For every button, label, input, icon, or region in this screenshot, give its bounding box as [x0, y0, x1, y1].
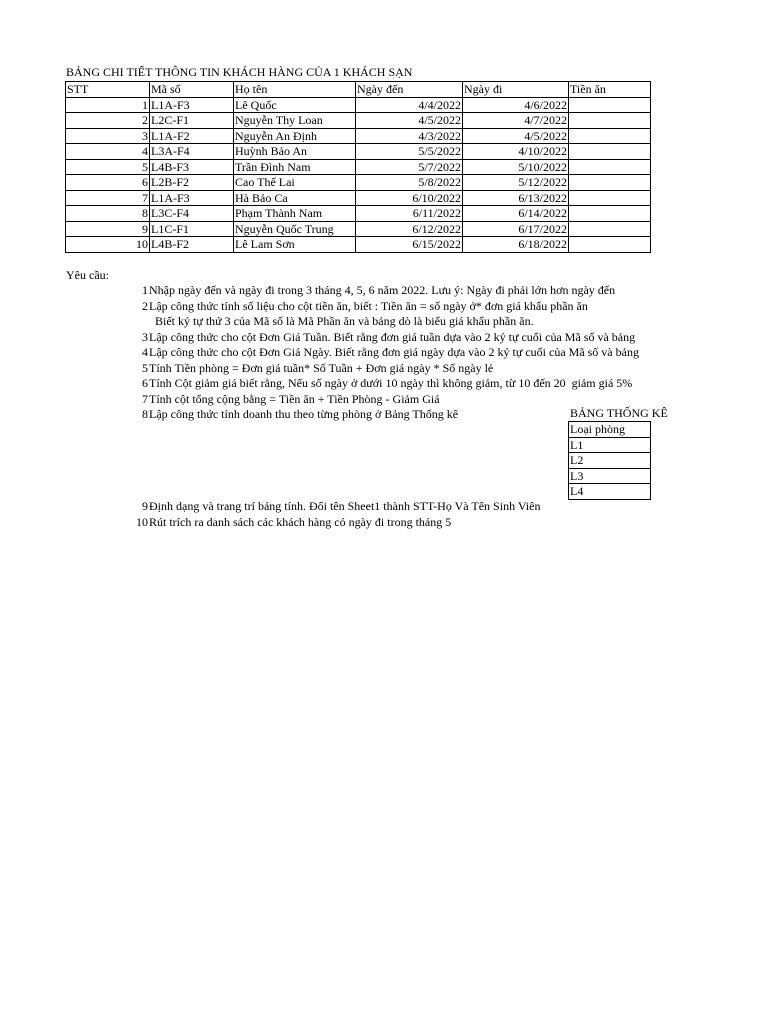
- stat-row: [569, 468, 651, 484]
- requirement-number: 1: [142, 283, 148, 297]
- table-header-row: [66, 82, 651, 98]
- cell-ngay-den: 6/12/2022: [356, 221, 463, 237]
- requirement-item: [0, 314, 651, 329]
- requirement-number: 9: [142, 499, 148, 513]
- cell-ma-so: L4B-F3: [150, 159, 234, 175]
- cell-ngay-di: 4/6/2022: [463, 97, 569, 113]
- cell-ma-so: L1A-F3: [150, 190, 234, 206]
- requirement-text: Nhập ngày đến và ngày đi trong 3 tháng 4, 5, 6 năm 2022. Lưu ý: Ngày đi phải lớn hơn ngày đến: [149, 283, 616, 297]
- cell-ngay-den: 6/15/2022: [356, 237, 463, 253]
- table-row: [66, 175, 651, 191]
- table-row: [66, 237, 651, 253]
- cell-tien-an: [569, 190, 651, 206]
- cell-tien-an: [569, 206, 651, 222]
- header-ngay-den: Ngày đến: [356, 82, 463, 98]
- header-stt: STT: [66, 82, 150, 98]
- cell-stt: 8: [66, 206, 150, 222]
- cell-ma-so: L1A-F3: [150, 97, 234, 113]
- cell-stt: 3: [66, 128, 150, 144]
- table-row: [66, 113, 651, 129]
- requirement-number: 3: [142, 329, 148, 344]
- requirement-item: [0, 345, 651, 360]
- cell-ngay-di: 5/12/2022: [463, 175, 569, 191]
- requirement-number: 6: [142, 376, 148, 390]
- requirement-number: 4: [142, 345, 148, 359]
- cell-ma-so: L3C-F4: [150, 206, 234, 222]
- stat-row: [569, 437, 651, 453]
- stat-header: Loại phòng: [569, 422, 651, 438]
- requirement-number: 8: [142, 407, 148, 421]
- requirement-text: Lập công thức cho cột Đơn Giá Tuần. Biết rằng đơn giá tuần dựa vào 2 ký tự cuối của Mã số và bảng: [149, 329, 636, 344]
- customer-table: [65, 81, 651, 253]
- cell-stt: 6: [66, 175, 150, 191]
- requirement-text: Tính Tiền phòng = Đơn giá tuần* Số Tuần + Đơn giá ngày * Số ngày lẻ: [149, 360, 494, 375]
- requirement-item: [0, 283, 651, 298]
- stat-room-type: L1: [569, 437, 651, 453]
- cell-ho-ten: Huỳnh Bảo An: [234, 144, 356, 160]
- cell-stt: 4: [66, 144, 150, 160]
- cell-ngay-di: 4/10/2022: [463, 144, 569, 160]
- requirement-number: 2: [142, 298, 148, 313]
- stat-room-type: L4: [569, 484, 651, 500]
- cell-ho-ten: Trần Đình Nam: [234, 159, 356, 175]
- requirement-number: 10: [136, 514, 148, 529]
- cell-ma-so: L2C-F1: [150, 113, 234, 129]
- cell-ngay-den: 6/11/2022: [356, 206, 463, 222]
- table-row: [66, 190, 651, 206]
- cell-stt: 2: [66, 113, 150, 129]
- cell-ngay-di: 6/13/2022: [463, 190, 569, 206]
- header-ngay-di: Ngày đi: [463, 82, 569, 98]
- cell-tien-an: [569, 237, 651, 253]
- cell-ho-ten: Nguyễn Thy Loan: [234, 113, 356, 129]
- cell-ho-ten: Nguyễn An Định: [234, 128, 356, 144]
- requirement-text: Tính Cột giảm giá biết rằng, Nếu số ngày ở dưới 10 ngày thì không giảm, từ 10 đến 20 giảm giá 5%: [149, 376, 633, 390]
- table-row: [66, 206, 651, 222]
- cell-ho-ten: Phạm Thành Nam: [234, 206, 356, 222]
- cell-ma-so: L3A-F4: [150, 144, 234, 160]
- stat-row: [569, 484, 651, 500]
- cell-ngay-den: 6/10/2022: [356, 190, 463, 206]
- cell-ngay-di: 6/14/2022: [463, 206, 569, 222]
- cell-ngay-den: 4/3/2022: [356, 128, 463, 144]
- cell-ngay-den: 5/8/2022: [356, 175, 463, 191]
- cell-tien-an: [569, 144, 651, 160]
- cell-stt: 9: [66, 221, 150, 237]
- requirement-text: Lập công thức cho cột Đơn Giá Ngày. Biết rằng đơn giá ngày dựa vào 2 ký tự cuối của Mã số và bảng: [149, 345, 639, 359]
- cell-tien-an: [569, 221, 651, 237]
- cell-stt: 10: [66, 237, 150, 253]
- cell-ngay-di: 6/18/2022: [463, 237, 569, 253]
- cell-tien-an: [569, 159, 651, 175]
- table-row: [66, 221, 651, 237]
- cell-ho-ten: Cao Thế Lai: [234, 175, 356, 191]
- requirement-number: 7: [142, 391, 148, 406]
- requirement-item: [0, 361, 651, 376]
- requirement-text: Tính cột tổng cộng bằng = Tiền ăn + Tiền Phòng - Giảm Giá: [149, 391, 440, 406]
- stat-table-title: BẢNG THỐNG KÊ: [570, 406, 668, 420]
- cell-ho-ten: Lê Quốc: [234, 97, 356, 113]
- cell-tien-an: [569, 113, 651, 129]
- page-title: BẢNG CHI TIẾT THÔNG TIN KHÁCH HÀNG CỦA 1 KHÁCH SẠN: [66, 65, 413, 79]
- stat-row: [569, 453, 651, 469]
- cell-stt: 5: [66, 159, 150, 175]
- table-row: [66, 128, 651, 144]
- cell-ngay-di: 4/5/2022: [463, 128, 569, 144]
- table-row: [66, 97, 651, 113]
- cell-ho-ten: Hà Bảo Ca: [234, 190, 356, 206]
- requirements-label: Yêu cầu:: [66, 268, 109, 282]
- table-row: [66, 144, 651, 160]
- requirement-text: Biết ký tự thứ 3 của Mã số là Mã Phần ăn và bảng dò là biểu giá khẩu phần ăn.: [149, 314, 534, 328]
- cell-tien-an: [569, 128, 651, 144]
- cell-ho-ten: Nguyễn Quốc Trung: [234, 221, 356, 237]
- requirement-item: [0, 515, 651, 530]
- cell-tien-an: [569, 97, 651, 113]
- cell-stt: 7: [66, 190, 150, 206]
- cell-ma-so: L4B-F2: [150, 237, 234, 253]
- requirement-number: 5: [142, 360, 148, 375]
- requirement-text: Định dạng và trang trí bảng tính. Đổi tên Sheet1 thành STT-Họ Và Tên Sinh Viên: [149, 499, 541, 513]
- cell-ma-so: L2B-F2: [150, 175, 234, 191]
- header-tien-an: Tiền ăn: [569, 82, 651, 98]
- cell-tien-an: [569, 175, 651, 191]
- requirement-item: [0, 330, 651, 345]
- requirement-item: [0, 406, 668, 422]
- requirement-item: [0, 376, 651, 391]
- stat-room-type: L2: [569, 453, 651, 469]
- stat-table: [568, 421, 651, 500]
- cell-ngay-den: 5/5/2022: [356, 144, 463, 160]
- requirement-item: [0, 392, 651, 407]
- cell-ngay-di: 4/7/2022: [463, 113, 569, 129]
- cell-ho-ten: Lê Lam Sơn: [234, 237, 356, 253]
- cell-stt: 1: [66, 97, 150, 113]
- cell-ma-so: L1A-F2: [150, 128, 234, 144]
- requirement-text: Lập công thức tính số liệu cho cột tiền ăn, biết : Tiền ăn = số ngày ở* đơn giá khẩu phần ăn: [149, 298, 588, 313]
- stat-room-type: L3: [569, 468, 651, 484]
- requirement-text: Rút trích ra danh sách các khách hàng có ngày đi trong tháng 5: [149, 514, 452, 529]
- table-row: [66, 159, 651, 175]
- cell-ngay-den: 4/4/2022: [356, 97, 463, 113]
- header-ho-ten: Họ tên: [234, 82, 356, 98]
- cell-ngay-den: 4/5/2022: [356, 113, 463, 129]
- cell-ma-so: L1C-F1: [150, 221, 234, 237]
- requirement-text: Lập công thức tính doanh thu theo từng phòng ở Bảng Thống kê: [149, 407, 459, 421]
- header-ma-so: Mã số: [150, 82, 234, 98]
- cell-ngay-di: 5/10/2022: [463, 159, 569, 175]
- cell-ngay-den: 5/7/2022: [356, 159, 463, 175]
- requirement-item: [0, 499, 651, 514]
- stat-header-row: [569, 422, 651, 438]
- requirement-item: [0, 299, 651, 314]
- cell-ngay-di: 6/17/2022: [463, 221, 569, 237]
